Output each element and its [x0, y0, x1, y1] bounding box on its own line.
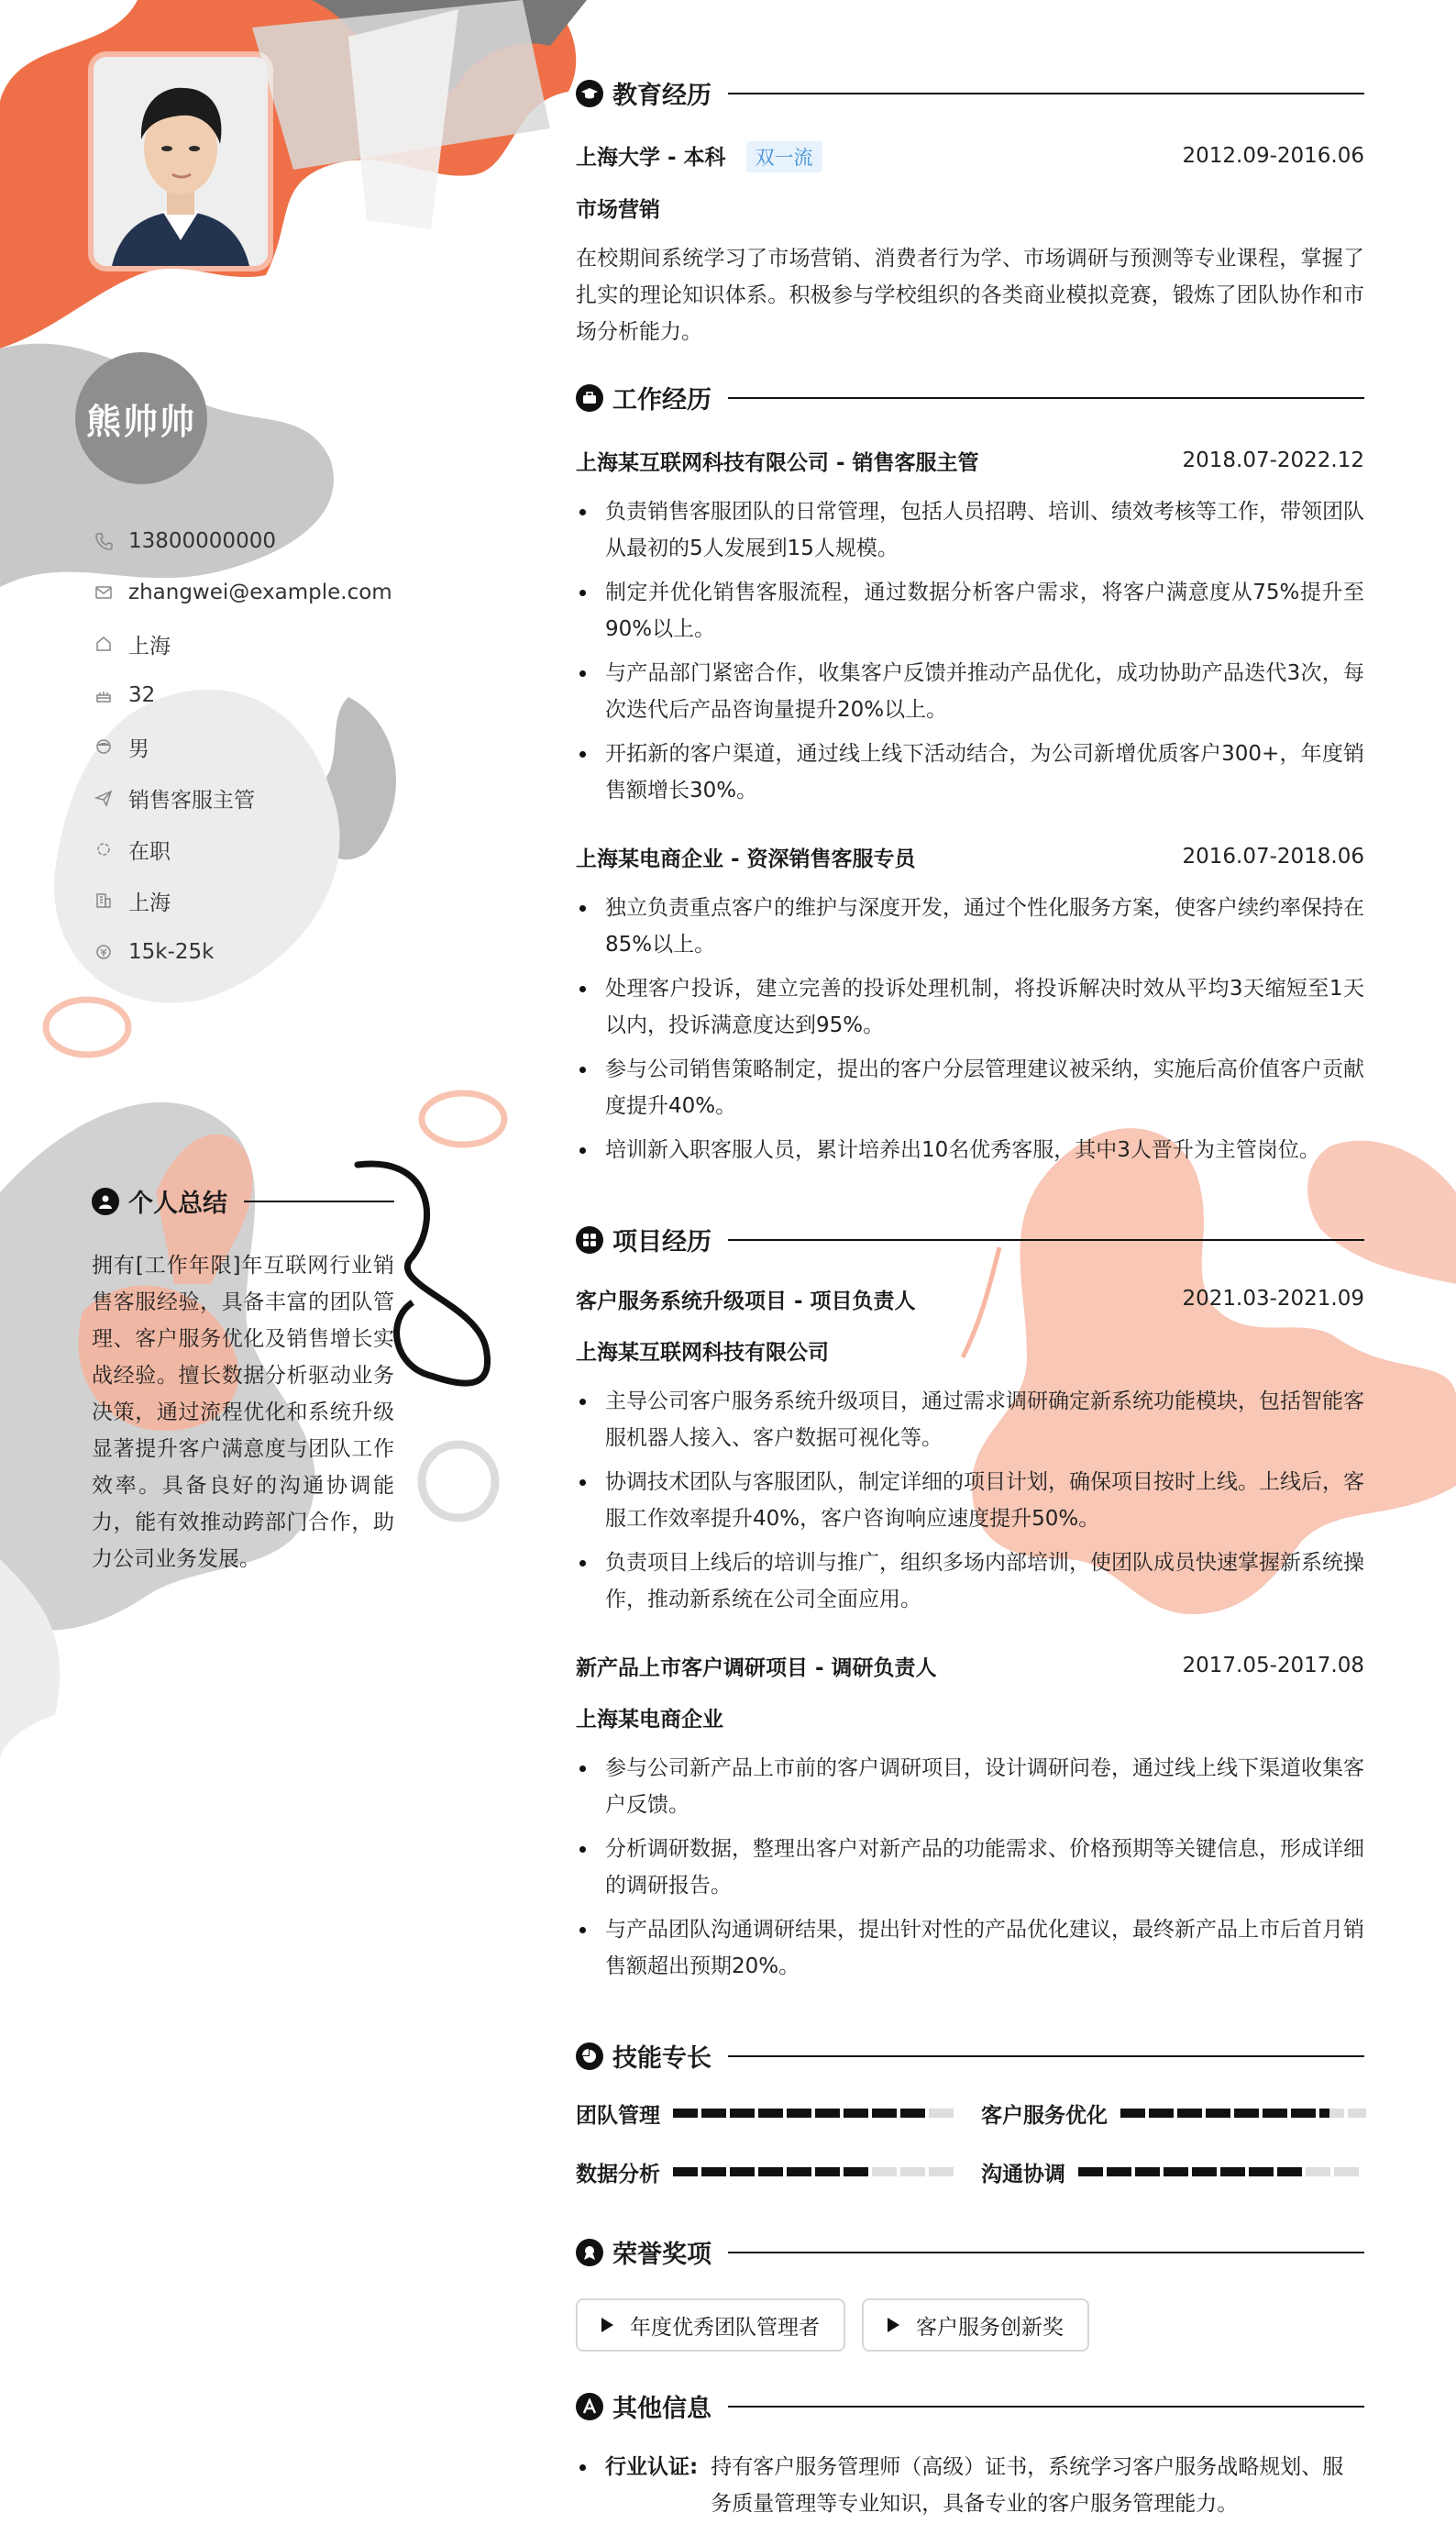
skill-name: 客户服务优化: [981, 2103, 1108, 2128]
work-date-1: 2018.07-2022.12: [1182, 448, 1364, 472]
education-header: [576, 75, 1364, 111]
summary-divider: [244, 1201, 394, 1202]
home-icon: [92, 632, 116, 656]
other-text: 持有客户服务管理师（高级）证书，系统学习客户服务战略规划、服务质量管理等专业知识，具备专业的客户服务管理能力。: [711, 2455, 1344, 2516]
education-major: 市场营销: [576, 197, 660, 222]
graduation-cap-icon: [576, 80, 603, 107]
work-header: [576, 380, 1364, 415]
projects-divider: [728, 1239, 1364, 1241]
work-2-bullet: 处理客户投诉，建立完善的投诉处理机制，将投诉解决时效从平均3天缩短至1天以内，投诉满意度达到95%。: [576, 970, 1364, 1044]
project-1-bullet: 协调技术团队与客服团队，制定详细的项目计划，确保项目按时上线。上线后，客服工作效率提升40%，客户咨询响应速度提升50%。: [576, 1464, 1364, 1537]
contact-location-value: 上海: [128, 891, 171, 915]
education-desc: 在校期间系统学习了市场营销、消费者行为学、市场调研与预测等专业课程，掌握了扎实的理论知识体系。积极参与学校组织的各类商业模拟竞赛，锻炼了团队协作和市场分析能力。: [576, 247, 1364, 344]
skill-item: [981, 2095, 1366, 2131]
education-school-line: [576, 140, 822, 172]
project-org-1: 上海某互联网科技有限公司: [576, 1340, 829, 1365]
education-divider: [728, 93, 1364, 94]
gender-icon: [92, 735, 116, 758]
award-label: 客户服务创新奖: [916, 2315, 1064, 2340]
contact-city-value: 上海: [128, 634, 171, 659]
other-info: [576, 2449, 1364, 2522]
contact-salary: [92, 926, 392, 978]
skill-name: 沟通协调: [981, 2162, 1065, 2186]
building-icon: [92, 889, 116, 913]
awards-list: [576, 2298, 1106, 2352]
status-icon: [92, 837, 116, 861]
work-date-2: 2016.07-2018.06: [1182, 845, 1364, 869]
work-2-bullet: 参与公司销售策略制定，提出的客户分层管理建议被采纳，实施后高价值客户贡献度提升40%。: [576, 1051, 1364, 1124]
contact-email-value: zhangwei@example.com: [128, 581, 392, 604]
mail-icon: [92, 581, 116, 604]
send-icon: [92, 786, 116, 810]
skill-name: 团队管理: [576, 2103, 660, 2128]
contact-status: [92, 824, 392, 875]
contact-email: [92, 567, 392, 618]
project-1-bullet: 负责项目上线后的培训与推广，组织多场内部培训，使团队成员快速掌握新系统操作，推动新系统在公司全面应用。: [576, 1544, 1364, 1618]
contact-position-value: 销售客服主管: [128, 788, 255, 813]
project-2-bullet: 参与公司新产品上市前的客户调研项目，设计调研问卷，通过线上线下渠道收集客户反馈。: [576, 1750, 1364, 1823]
other-title: 其他信息: [612, 2395, 711, 2423]
education-title: 教育经历: [612, 82, 711, 110]
skill-bar-fill: [1078, 2167, 1306, 2176]
skill-item: [576, 2153, 957, 2190]
contact-age: [92, 670, 392, 721]
skills-divider: [728, 2055, 1364, 2057]
skill-bar: [1078, 2167, 1362, 2176]
cake-icon: [92, 683, 116, 707]
other-item: [576, 2449, 1364, 2522]
summary-text: 拥有[工作年限]年互联网行业销售客服经验，具备丰富的团队管理、客户服务优化及销售增长实战经验。擅长数据分析驱动业务决策，通过流程优化和系统升级显著提升客户满意度与团队工作效率。具备良好的沟通协调能力，能有效推动跨部门合作，助力公司业务发展。: [92, 1254, 394, 1571]
grid-icon: [576, 1226, 603, 1254]
work-1-bullet: 与产品部门紧密合作，收集客户反馈并推动产品优化，成功协助产品迭代3次，每次迭代后产品咨询量提升20%以上。: [576, 655, 1364, 728]
skill-item: [981, 2153, 1362, 2190]
contact-list: [92, 515, 392, 978]
contact-location: [92, 875, 392, 926]
work-company-1: 上海某互联网科技有限公司 - 销售客服主管: [576, 450, 979, 475]
skill-item: [576, 2095, 957, 2131]
skill-bar-fill: [1120, 2109, 1329, 2118]
work-2-bullet: 独立负责重点客户的维护与深度开发，通过个性化服务方案，使客户续约率保持在85%以上。: [576, 890, 1364, 963]
other-header: [576, 2388, 1364, 2424]
briefcase-icon: [576, 384, 603, 412]
education-school: 上海大学 - 本科: [576, 145, 726, 170]
contact-city: [92, 618, 392, 670]
project-date-2: 2017.05-2017.08: [1182, 1654, 1364, 1677]
contact-phone: [92, 515, 392, 567]
contact-status-value: 在职: [128, 839, 171, 864]
skill-bar-fill: [673, 2167, 872, 2176]
salary-icon: [92, 940, 116, 964]
awards-title: 荣誉奖项: [612, 2241, 711, 2269]
award-label: 年度优秀团队管理者: [630, 2315, 820, 2340]
award-icon: [576, 2239, 603, 2266]
project-2-bullet: 与产品团队沟通调研结果，提出针对性的产品优化建议，最终新产品上市后首月销售额超出预期20%。: [576, 1911, 1364, 1985]
contact-age-value: 32: [128, 683, 156, 707]
skill-bar-fill: [673, 2109, 929, 2118]
award-chip: [576, 2298, 845, 2352]
contact-salary-value: 15k-25k: [128, 940, 215, 964]
skill-name: 数据分析: [576, 2162, 660, 2186]
project-2-bullet: 分析调研数据，整理出客户对新产品的功能需求、价格预期等关键信息，形成详细的调研报告。: [576, 1831, 1364, 1904]
project-entry-1: [576, 1280, 1364, 1625]
skill-bar: [1120, 2109, 1366, 2118]
work-entry-2: [576, 838, 1364, 1176]
skills-header: [576, 2038, 1364, 2074]
work-1-bullet: 开拓新的客户渠道，通过线上线下活动结合，为公司新增优质客户300+，年度销售额增长30%。: [576, 736, 1364, 809]
project-org-2: 上海某电商企业: [576, 1707, 723, 1732]
awards-header: [576, 2234, 1364, 2270]
work-company-2: 上海某电商企业 - 资深销售客服专员: [576, 847, 916, 871]
education-entry: [576, 138, 1364, 350]
project-name-2: 新产品上市客户调研项目 - 调研负责人: [576, 1655, 937, 1680]
award-chip: [862, 2298, 1089, 2352]
project-1-bullet: 主导公司客户服务系统升级项目，通过需求调研确定新系统功能模块，包括智能客服机器人接入、客户数据可视化等。: [576, 1383, 1364, 1456]
work-2-bullet: 培训新入职客服人员，累计培养出10名优秀客服，其中3人晋升为主管岗位。: [576, 1132, 1364, 1168]
play-triangle-icon: [888, 2318, 899, 2332]
avatar-illustration: [94, 57, 268, 266]
letter-a-icon: [576, 2393, 603, 2420]
work-1-bullet: 负责销售客服团队的日常管理，包括人员招聘、培训、绩效考核等工作，带领团队从最初的5人发展到15人规模。: [576, 493, 1364, 567]
pie-chart-icon: [576, 2042, 603, 2070]
play-triangle-icon: [601, 2318, 613, 2332]
awards-divider: [728, 2252, 1364, 2253]
work-divider: [728, 397, 1364, 399]
project-name-1: 客户服务系统升级项目 - 项目负责人: [576, 1289, 916, 1313]
contact-phone-value: 13800000000: [128, 529, 276, 553]
contact-position: [92, 772, 392, 824]
contact-gender-value: 男: [128, 736, 149, 761]
skill-bar: [673, 2167, 957, 2176]
contact-gender: [92, 721, 392, 772]
name-badge: 熊帅帅: [75, 352, 207, 484]
phone-icon: [92, 529, 116, 553]
school-tag-badge: 双一流: [746, 141, 822, 172]
projects-title: 项目经历: [612, 1228, 711, 1256]
other-label: 行业认证:: [605, 2455, 699, 2479]
summary-title: 个人总结: [128, 1190, 227, 1218]
work-entry-1: [576, 442, 1364, 816]
skills-title: 技能专长: [612, 2044, 711, 2073]
education-date: 2012.09-2016.06: [1182, 144, 1364, 168]
skill-bar: [673, 2109, 957, 2118]
work-1-bullet: 制定并优化销售客服流程，通过数据分析客户需求，将客户满意度从75%提升至90%以上。: [576, 574, 1364, 648]
profile-photo: [94, 57, 268, 266]
projects-header: [576, 1222, 1364, 1257]
other-divider: [728, 2406, 1364, 2408]
project-date-1: 2021.03-2021.09: [1182, 1287, 1364, 1311]
summary-header: [92, 1183, 394, 1219]
project-entry-2: [576, 1647, 1364, 1992]
work-title: 工作经历: [612, 386, 711, 415]
user-icon: [92, 1188, 119, 1215]
